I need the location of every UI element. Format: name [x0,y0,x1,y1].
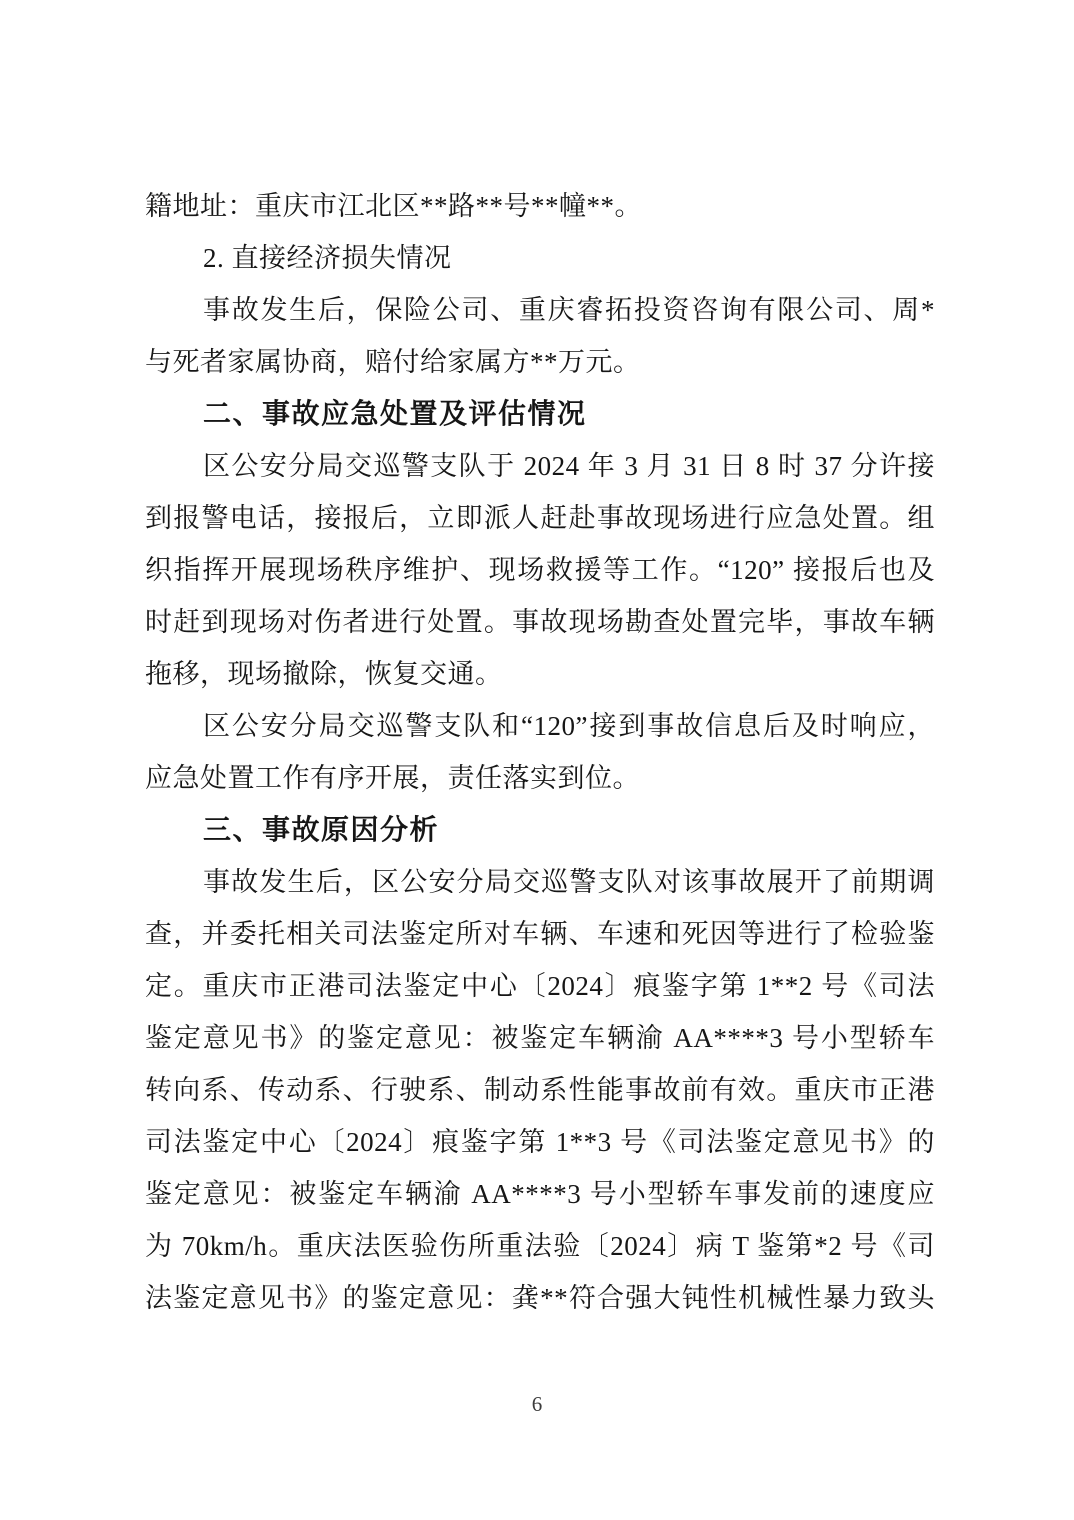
page-footer [0,1392,1074,1417]
text-line: 司法鉴定中心〔2024〕痕鉴字第 1**3 号《司法鉴定意见书》的 [145,1127,935,1157]
text-line: 籍地址：重庆市江北区**路**号**幢**。 [145,191,642,221]
text-line: 鉴定意见书》的鉴定意见：被鉴定车辆渝 AA****3 号小型轿车 [145,1023,935,1053]
section-heading-emergency-response: 二、事故应急处置及评估情况 [203,398,587,429]
text-line: 为 70km/h。重庆法医验伤所重法验〔2024〕病 T 鉴第*2 号《司 [145,1231,935,1261]
text-line-numbered-item: 2. 直接经济损失情况 [203,243,452,273]
text-line: 事故发生后，保险公司、重庆睿拓投资咨询有限公司、周* [203,295,935,325]
text-line: 拖移，现场撤除，恢复交通。 [145,659,503,689]
text-line: 应急处置工作有序开展，责任落实到位。 [145,763,640,793]
section-heading-cause-analysis: 三、事故原因分析 [203,814,440,845]
text-line: 查，并委托相关司法鉴定所对车辆、车速和死因等进行了检验鉴 [145,919,935,949]
text-line: 与死者家属协商，赔付给家属方**万元。 [145,347,641,377]
text-line: 区公安分局交巡警支队于 2024 年 3 月 31 日 8 时 37 分许接 [203,451,935,481]
page-number: 6 [531,1392,543,1416]
text-line: 到报警电话，接报后，立即派人赶赴事故现场进行应急处置。组 [145,503,935,533]
text-line: 区公安分局交巡警支队和“120”接到事故信息后及时响应， [203,711,935,741]
text-line: 事故发生后，区公安分局交巡警支队对该事故展开了前期调 [203,867,935,897]
text-line: 转向系、传动系、行驶系、制动系性能事故前有效。重庆市正港 [145,1075,935,1105]
text-line: 鉴定意见：被鉴定车辆渝 AA****3 号小型轿车事发前的速度应 [145,1179,935,1209]
document-body [145,180,935,1324]
text-line: 时赶到现场对伤者进行处置。事故现场勘查处置完毕，事故车辆 [145,607,935,637]
text-line: 法鉴定意见书》的鉴定意见：龚**符合强大钝性机械性暴力致头 [145,1283,935,1313]
text-line: 定。重庆市正港司法鉴定中心〔2024〕痕鉴字第 1**2 号《司法 [145,971,935,1001]
text-line: 织指挥开展现场秩序维护、现场救援等工作。“120” 接报后也及 [145,555,935,585]
